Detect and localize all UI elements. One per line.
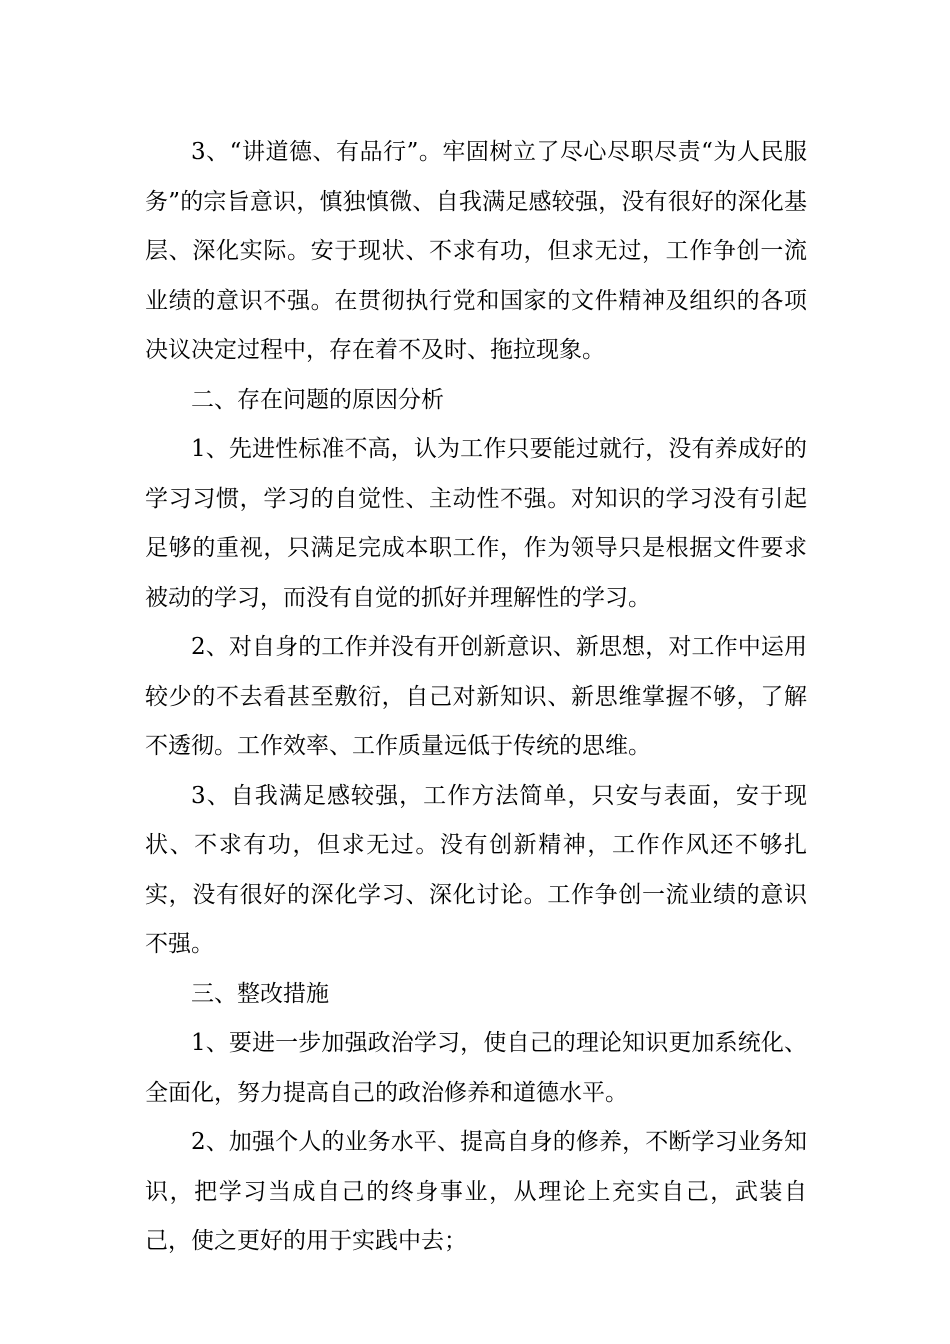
paragraph-moral-conduct: 3、“讲道德、有品行”。牢固树立了尽心尽职尽责“为人民服务”的宗旨意识，慎独慎微、自我满足感较强，没有很好的深化基层、深化实际。安于现状、不求有功，但求无过，工作争创一流业绩的意识不强。在贯彻执行党和国家的文件精神及组织的各项决议决定过程中，存在着不及时、拖拉现象。 — [145, 139, 807, 363]
paragraph-measure-2: 2、加强个人的业务水平、提高自身的修养，不断学习业务知识，把学习当成自己的终身事业，从理论上充实自己，武装自己，使之更好的用于实践中去； — [145, 1129, 807, 1254]
paragraph-cause-1: 1、先进性标准不高，认为工作只要能过就行，没有养成好的学习习惯，学习的自觉性、主动性不强。对知识的学习没有引起足够的重视，只满足完成本职工作，作为领导只是根据文件要求被动的学习，而没有自觉的抓好并理解性的学习。 — [145, 436, 807, 611]
paragraph-cause-3: 3、自我满足感较强，工作方法简单，只安与表面，安于现状、不求有功，但求无过。没有创新精神，工作作风还不够扎实，没有很好的深化学习、深化讨论。工作争创一流业绩的意识不强。 — [145, 782, 807, 957]
paragraph-cause-2: 2、对自身的工作并没有开创新意识、新思想，对工作中运用较少的不去看甚至敷衍，自己对新知识、新思维掌握不够，了解不透彻。工作效率、工作质量远低于传统的思维。 — [145, 634, 807, 759]
document-page — [145, 128, 807, 1267]
section-heading-cause-analysis: 二、存在问题的原因分析 — [191, 386, 444, 413]
section-heading-rectification: 三、整改措施 — [191, 980, 329, 1007]
paragraph-measure-1: 1、要进一步加强政治学习，使自己的理论知识更加系统化、全面化，努力提高自己的政治修养和道德水平。 — [145, 1030, 807, 1106]
